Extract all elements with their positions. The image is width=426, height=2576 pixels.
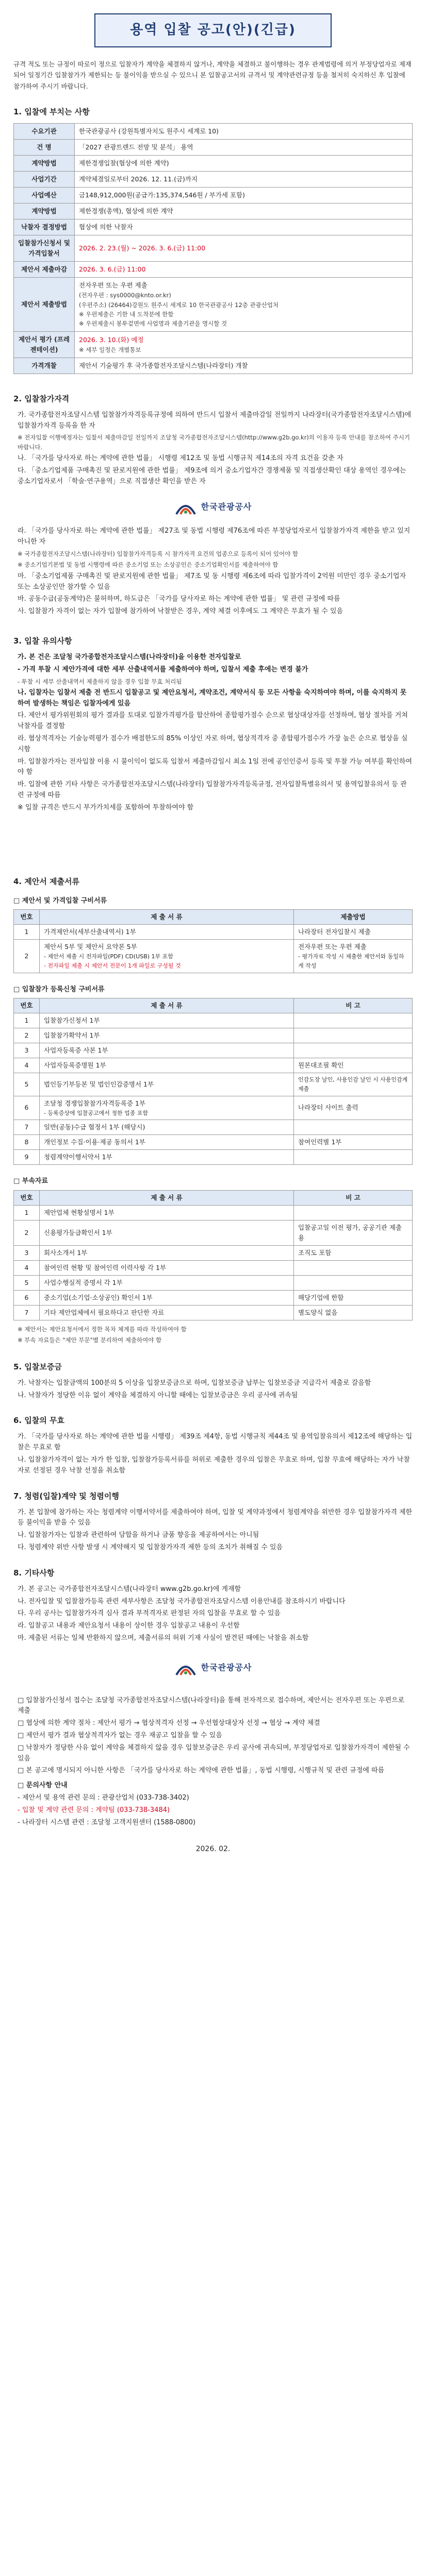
table-row xyxy=(14,156,413,172)
list-item: 나. 「국가를 당사자로 하는 계약에 관한 법률」 시행령 제12조 및 동법 시행규칙 제14조의 자격 요건을 갖춘 자 xyxy=(18,454,343,463)
column-header: 제출방법 xyxy=(294,910,413,925)
intro-paragraph: 규격 적도 또는 규정이 따로이 정으로 입찰자가 계약을 체결하지 않거나, 계약을 체결하고 불이행하는 경우 관계법령에 의거 부정당업자로 제재되어 일정기간 입찰참가가 제한되는 등 불이익을 받으실 수 있으니 본 입찰공고서의 규격서 및 계약관련규정 등을 철저히 숙지하신 후 입찰에 참가하여 주시기 바랍니다. xyxy=(13,60,412,91)
list-item: □ 입찰참가신청서 접수는 조달청 국가종합전자조달시스템(나라장터)을 통해 전자적으로 접수하며, 제안서는 전자우편 또는 우편으로 제출 xyxy=(18,1696,405,1715)
table-row xyxy=(14,1276,413,1291)
overview-value: 한국관광공사 (강원특별자치도 원주시 세계로 10) xyxy=(75,124,413,140)
overview-key: 제안서 평가 (프레젠테이션) xyxy=(14,331,75,358)
row-doc xyxy=(40,1096,294,1120)
section-6-heading: 6. 입찰의 무효 xyxy=(13,1416,65,1426)
method-detail: - 평가자료 작성 시 제출한 제안서와 동일하게 작성 xyxy=(298,953,404,970)
list-item: - 가격 투찰 시 제안가격에 대한 세부 산출내역서를 제출하여야 하며, 입찰서 제출 후에는 변경 불가 xyxy=(18,665,308,673)
eligibility-list xyxy=(18,410,413,487)
table-row xyxy=(14,140,413,156)
table-row xyxy=(14,1096,413,1120)
overview-key: 가격개찰 xyxy=(14,358,75,374)
table-row xyxy=(14,1058,413,1073)
overview-key: 수요기관 xyxy=(14,124,75,140)
column-header: 제 출 서 류 xyxy=(40,910,294,925)
row-number: 1 xyxy=(14,1013,40,1028)
overview-key: 계약방법 xyxy=(14,204,75,219)
row-number: 2 xyxy=(14,940,40,973)
table-row xyxy=(14,1150,413,1165)
sub-heading: □ 제안서 및 가격입찰 구비서류 xyxy=(13,896,107,905)
section-4-heading: 4. 제안서 제출서류 xyxy=(13,876,80,886)
column-header: 제 출 서 류 xyxy=(40,998,294,1013)
row-note xyxy=(294,1261,413,1276)
list-item: 다. 「중소기업제품 구매촉진 및 판로지원에 관한 법률」 제9조에 의거 중소기업자간 경쟁제품 및 직접생산확인 대상 용역인 경우에는 중소기업자로서 「학술·연구용역」으로 직접생산 확인을 받은 자 xyxy=(18,466,406,485)
doc-title: 조달청 경쟁입찰참가자격등록증 1부 xyxy=(44,1099,146,1107)
list-item: ※ 국가종합전자조달시스템(나라장터) 입찰참가자격등록 시 참가자격 요건의 업종으로 등록이 되어 있어야 함 xyxy=(18,550,298,557)
registration-docs-table xyxy=(13,998,413,1165)
list-item: 라. 입찰공고 내용과 제안요청서 내용이 상이한 경우 입찰공고 내용이 우선함 xyxy=(18,1622,240,1630)
list-item: 마. 「중소기업제품 구매촉진 및 판로지원에 관한 법률」 제7조 및 동 시행령 제6조에 따라 입찰가격이 2억원 미만인 경우 중소기업자 또는 소상공인만 참가할 수 있음 xyxy=(18,572,406,591)
overview-value: 협상에 의한 낙찰자 xyxy=(75,219,413,235)
doc-detail: - 등록증상에 입찰공고에서 정한 업종 포함 xyxy=(44,1109,149,1116)
row-number: 4 xyxy=(14,1261,40,1276)
row-doc: 사업수행실적 증명서 각 1부 xyxy=(40,1276,294,1291)
list-item: 마. 입찰참가자는 전자입찰 이용 시 불이익이 없도록 입찰서 제출마감일시 최소 1일 전에 공인인증서 등록 및 투찰 가능 여부를 확인하여야 함 xyxy=(18,757,412,776)
table-row xyxy=(14,1073,413,1096)
row-doc: 청렴계약이행서약서 1부 xyxy=(40,1150,294,1165)
row-note xyxy=(294,1120,413,1135)
table-row xyxy=(14,1120,413,1135)
list-item: 가. 「국가를 당사자로 하는 계약에 관한 법률 시행령」 제39조 제4항, 동법 시행규칙 제44조 및 용역입찰유의서 제12조에 해당하는 입찰은 무효로 함 xyxy=(18,1433,413,1452)
column-header: 번호 xyxy=(14,998,40,1013)
overview-value xyxy=(75,278,413,332)
doc-detail: - 전자파일 제출 시 제안서 전문이 1개 파일로 구성될 것 xyxy=(44,962,181,970)
row-note: 입찰공고일 이전 평가, 공공기관 제출용 xyxy=(294,1221,413,1246)
submission-address: (우편주소) (26464)강원도 원주시 세계로 10 한국관광공사 12층 관광산업처 xyxy=(79,301,279,309)
row-doc: 사업자등록증명원 1부 xyxy=(40,1058,294,1073)
list-item: ※ 부속 자료들은 "제안 부문"별 분리하여 제출하여야 함 xyxy=(18,1336,162,1344)
table-header-row xyxy=(14,998,413,1013)
closing-notes xyxy=(18,1696,413,1828)
table-row xyxy=(14,235,413,262)
table-header-row xyxy=(14,910,413,925)
table-row xyxy=(14,1043,413,1058)
list-item: 다. 제안서 평가위원회의 평가 결과를 토대로 입찰가격평가를 합산하여 종합평가점수 순으로 협상대상자를 선정하며, 협상 절차를 거쳐 낙찰자를 결정함 xyxy=(18,711,408,731)
row-number: 5 xyxy=(14,1073,40,1096)
contact-item: - 입찰 및 계약 관련 문의 : 계약팀 (033-738-3484) xyxy=(18,1806,170,1814)
table-header-row xyxy=(14,1191,413,1206)
row-doc: 사업자등록증 사본 1부 xyxy=(40,1043,294,1058)
overview-value: 제안서 기술평가 후 국가종합전자조달시스템(나라장터) 개찰 xyxy=(75,358,413,374)
row-note: 원본대조필 확인 xyxy=(294,1058,413,1073)
row-number: 1 xyxy=(14,1206,40,1221)
table-row xyxy=(14,358,413,374)
column-header: 번호 xyxy=(14,910,40,925)
list-item: 가. 본 건은 조달청 국가종합전자조달시스템(나라장터)을 이용한 전자입찰로 xyxy=(18,653,241,661)
evaluation-note: ※ 세부 일정은 개별통보 xyxy=(79,346,141,353)
integrity-list xyxy=(18,1507,413,1553)
row-note: 참여인력별 1부 xyxy=(294,1135,413,1150)
column-header: 제 출 서 류 xyxy=(40,1191,294,1206)
table-row xyxy=(14,1246,413,1261)
overview-key: 제안서 제출방법 xyxy=(14,278,75,332)
logo-block xyxy=(13,497,413,521)
list-item: 라. 「국가를 당사자로 하는 계약에 관한 법률」 제27조 및 동법 시행령 제76조에 따른 부정당업자로서 입찰참가자격 제한을 받고 있지 아니한 자 xyxy=(18,527,411,546)
table-row xyxy=(14,1135,413,1150)
method-title: 전자우편 또는 우편 제출 xyxy=(298,943,367,951)
section-2-heading: 2. 입찰참가자격 xyxy=(13,394,70,403)
row-note xyxy=(294,1043,413,1058)
overview-value: 계약체결일로부터 2026. 12. 11.(금)까지 xyxy=(75,172,413,188)
table-row xyxy=(14,1291,413,1306)
submission-email: (전자우편 : sys0000@knto.or.kr) xyxy=(79,292,171,299)
row-note: 나라장터 사이트 출력 xyxy=(294,1096,413,1120)
row-number: 9 xyxy=(14,1150,40,1165)
row-doc: 개인정보 수집·이용·제공 동의서 1부 xyxy=(40,1135,294,1150)
list-item: ※ 전자입찰 이행예정자는 입찰서 제출마감일 전일까지 조달청 국가종합전자조달시스템(http://www.g2b.go.kr)의 이용자 등록 안내를 참조하여 주시기 바랍니다. xyxy=(18,434,410,451)
table-row xyxy=(14,172,413,188)
row-note xyxy=(294,1150,413,1165)
list-item: 나. 입찰참가자는 입찰과 관련하여 담합을 하거나 금품 향응을 제공하여서는 아니됨 xyxy=(18,1531,259,1539)
docs-notes xyxy=(18,1325,413,1345)
section-8-heading: 8. 기타사항 xyxy=(13,1568,55,1578)
list-item: 사. 입찰참가 자격이 없는 자가 입찰에 참가하여 낙찰받은 경우, 계약 체결 이후에도 그 계약은 무효가 될 수 있음 xyxy=(18,607,343,616)
company-logo xyxy=(174,1657,252,1678)
document-date: 2026. 02. xyxy=(195,1845,231,1854)
proposal-docs-table xyxy=(13,909,413,973)
table-row xyxy=(14,1028,413,1043)
table-row xyxy=(14,278,413,332)
table-row xyxy=(14,1206,413,1221)
row-number: 6 xyxy=(14,1291,40,1306)
overview-key: 사업기간 xyxy=(14,172,75,188)
row-doc: 입찰참가신청서 1부 xyxy=(40,1013,294,1028)
overview-value: 2026. 2. 23.(월) ~ 2026. 3. 6.(금) 11:00 xyxy=(75,235,413,262)
row-doc: 가격제안서(세부산출내역서) 1부 xyxy=(40,925,294,940)
list-item: 마. 제출된 서류는 일체 반환하지 않으며, 제출서류의 허위 기재 사실이 발견된 때에는 낙찰을 취소함 xyxy=(18,1634,309,1642)
list-item: 다. 청렴계약 위반 사항 발생 시 계약해지 및 입찰참가자격 제한 등의 조치가 취해질 수 있음 xyxy=(18,1543,283,1551)
overview-key: 계약방법 xyxy=(14,156,75,172)
row-note xyxy=(294,1028,413,1043)
table-row xyxy=(14,1261,413,1276)
attachments-table xyxy=(13,1190,413,1320)
bond-list xyxy=(18,1378,413,1401)
list-item: 가. 본 공고는 국가종합전자조달시스템(나라장터 www.g2b.go.kr)에 게재함 xyxy=(18,1585,241,1593)
table-row xyxy=(14,204,413,219)
table-row xyxy=(14,188,413,204)
list-item: 나. 입찰자는 입찰서 제출 전 반드시 입찰공고 및 제안요청서, 계약조건, 계약서식 등 모든 사항을 숙지하여야 하며, 이를 숙지하지 못하여 발생하는 책임은 입찰자에게 있음 xyxy=(18,688,407,707)
list-item: ※ 입찰 규격은 반드시 부가가치세를 포함하여 투찰하여야 함 xyxy=(18,803,194,811)
row-number: 7 xyxy=(14,1120,40,1135)
contact-item: - 제안서 및 용역 관련 문의 : 관광산업처 (033-738-3402) xyxy=(18,1793,189,1802)
overview-value: 2026. 3. 6.(금) 11:00 xyxy=(75,262,413,278)
overview-value: 「2027 관광트렌드 전망 및 분석」 용역 xyxy=(75,140,413,156)
column-header: 비 고 xyxy=(294,998,413,1013)
table-row xyxy=(14,1306,413,1320)
sub-heading: □ 입찰참가 등록신청 구비서류 xyxy=(13,985,105,993)
list-item: 나. 낙찰자가 정당한 이유 없이 계약을 체결하지 아니할 때에는 입찰보증금은 우리 공사에 귀속됨 xyxy=(18,1391,298,1399)
table-row xyxy=(14,940,413,973)
row-doc xyxy=(40,940,294,973)
table-row xyxy=(14,1013,413,1028)
row-doc: 회사소개서 1부 xyxy=(40,1246,294,1261)
row-note: 해당기업에 한함 xyxy=(294,1291,413,1306)
row-doc: 신용평가등급확인서 1부 xyxy=(40,1221,294,1246)
row-doc: 제안업체 현황설명서 1부 xyxy=(40,1206,294,1221)
row-number: 7 xyxy=(14,1306,40,1320)
invalid-list xyxy=(18,1432,413,1476)
section-1-heading: 1. 입찰에 부치는 사항 xyxy=(13,107,90,117)
list-item: 가. 국가종합전자조달시스템 입찰참가자격등록규정에 의하여 반드시 입찰서 제출마감일 전일까지 나라장터(국가종합전자조달시스템)에 입찰참가자격 등록을 한 자 xyxy=(18,411,412,430)
list-item: □ 본 공고에 명시되지 아니한 사항은 「국가를 당사자로 하는 계약에 관한 법률」, 동법 시행령, 시행규칙 및 관련 규정에 따름 xyxy=(18,1767,385,1775)
row-note xyxy=(294,1013,413,1028)
company-logo xyxy=(174,497,252,517)
section-3-heading: 3. 입찰 유의사항 xyxy=(13,636,72,646)
list-item: 바. 공동수급(공동계약)은 불허하며, 하도급은 「국가를 당사자로 하는 계약에 관한 법률」 및 관련 규정에 따름 xyxy=(18,595,340,603)
sub-heading: □ 부속자료 xyxy=(13,1177,48,1185)
row-method xyxy=(294,940,413,973)
logo-icon xyxy=(174,497,197,517)
submission-note: ※ 우편제출은 기한 내 도착분에 한함 xyxy=(79,311,174,318)
overview-value xyxy=(75,331,413,358)
row-doc: 일반(공동)수급 협정서 1부 (해당시) xyxy=(40,1120,294,1135)
overview-value: 제한경쟁입찰(협상에 의한 계약) xyxy=(75,156,413,172)
table-row xyxy=(14,124,413,140)
title-banner xyxy=(94,13,332,47)
overview-key: 사업예산 xyxy=(14,188,75,204)
table-row xyxy=(14,331,413,358)
row-doc: 법인등기부등본 및 법인인감증명서 1부 xyxy=(40,1073,294,1096)
misc-list xyxy=(18,1584,413,1644)
row-note: 별도양식 없음 xyxy=(294,1306,413,1320)
overview-table xyxy=(13,123,413,374)
list-item: 바. 입찰에 관한 기타 사항은 국가종합전자조달시스템(나라장터) 입찰참가자격등록규정, 전자입찰특별유의서 및 용역입찰유의서 등 관련 규정에 따름 xyxy=(18,781,407,800)
overview-value: 금148,912,000원(공급가:135,374,546원 / 부가세 포함) xyxy=(75,188,413,204)
row-doc: 기타 제안업체에서 필요하다고 판단한 자료 xyxy=(40,1306,294,1320)
list-item: □ 제안서 평가 결과 협상적격자가 없는 경우 재공고 입찰을 할 수 있음 xyxy=(18,1731,222,1739)
list-item: □ 협상에 의한 계약 절차 : 제안서 평가 → 협상적격자 선정 → 우선협상대상자 선정 → 협상 → 계약 체결 xyxy=(18,1719,320,1727)
row-number: 2 xyxy=(14,1028,40,1043)
column-header: 번호 xyxy=(14,1191,40,1206)
section-5-heading: 5. 입찰보증금 xyxy=(13,1362,62,1371)
logo-text: 한국관광공사 xyxy=(201,1662,252,1672)
row-note: 인감도장 날인, 사용인감 날인 시 사용인감계 제출 xyxy=(294,1073,413,1096)
logo-block xyxy=(13,1657,413,1682)
submission-method: 전자우편 또는 우편 제출 xyxy=(79,281,148,290)
list-item: 가. 본 입찰에 참가하는 자는 청렴계약 이행서약서를 제출하여야 하며, 입찰 및 계약과정에서 청렴계약을 위반한 경우 입찰참가자격 제한 등 불이익을 받을 수 있음 xyxy=(18,1508,413,1527)
row-method: 나라장터 전자입찰시 제출 xyxy=(294,925,413,940)
row-number: 3 xyxy=(14,1043,40,1058)
evaluation-date: 2026. 3. 10.(화) 예정 xyxy=(79,335,144,344)
overview-key: 제안서 제출마감 xyxy=(14,262,75,278)
submission-note: ※ 우편제출시 봉투겉면에 사업명과 제출기관을 명시할 것 xyxy=(79,320,227,328)
list-item: 나. 전자입찰 및 입찰참가등록 관련 세부사항은 조달청 국가종합전자조달시스템 이용안내를 참조하시기 바랍니다 xyxy=(18,1597,346,1605)
row-number: 6 xyxy=(14,1096,40,1120)
row-number: 4 xyxy=(14,1058,40,1073)
list-item: 다. 우리 공사는 입찰참가자격 심사 결과 부적격자로 판정된 자의 입찰을 무효로 할 수 있음 xyxy=(18,1609,281,1618)
list-item: 라. 협상적격자는 기술능력평가 점수가 배점한도의 85% 이상인 자로 하며, 협상적격자 중 종합평가점수가 가장 높은 순으로 협상을 실시함 xyxy=(18,735,408,753)
contact-heading: □ 문의사항 안내 xyxy=(18,1782,68,1790)
overview-key: 입찰참가신청서 및 가격입찰서 xyxy=(14,235,75,262)
column-header: 비 고 xyxy=(294,1191,413,1206)
row-note: 조직도 포함 xyxy=(294,1246,413,1261)
table-row xyxy=(14,262,413,278)
table-row xyxy=(14,219,413,235)
overview-value: 제한경쟁(총액), 협상에 의한 계약 xyxy=(75,204,413,219)
row-number: 5 xyxy=(14,1276,40,1291)
overview-key: 낙찰자 결정방법 xyxy=(14,219,75,235)
caution-list xyxy=(18,652,413,814)
row-number: 8 xyxy=(14,1135,40,1150)
row-number: 2 xyxy=(14,1221,40,1246)
list-item: - 투찰 시 세부 산출내역서 제출하지 않을 경우 입찰 무효 처리됨 xyxy=(18,677,182,685)
logo-icon xyxy=(174,1657,197,1678)
row-number: 3 xyxy=(14,1246,40,1261)
list-item: □ 낙찰자가 정당한 사유 없이 계약을 체결하지 않을 경우 입찰보증금은 우리 공사에 귀속되며, 부정당업자로 입찰참가자격이 제한될 수 있음 xyxy=(18,1743,410,1762)
row-doc: 참여인력 현황 및 참여인력 이력사항 각 1부 xyxy=(40,1261,294,1276)
overview-key: 건 명 xyxy=(14,140,75,156)
row-doc: 중소기업(소기업·소상공인) 확인서 1부 xyxy=(40,1291,294,1306)
row-note xyxy=(294,1206,413,1221)
list-item: 가. 낙찰자는 입찰금액의 100분의 5 이상을 입찰보증금으로 하며, 입찰보증금 납부는 입찰보증금 지급각서 제출로 갈음함 xyxy=(18,1379,371,1387)
table-row xyxy=(14,925,413,940)
section-7-heading: 7. 청렴(입찰)계약 및 청렴이행 xyxy=(13,1491,119,1501)
logo-text: 한국관광공사 xyxy=(201,501,252,512)
row-note xyxy=(294,1276,413,1291)
list-item: 나. 입찰참가자격이 없는 자가 한 입찰, 입찰참가등록서류를 허위로 제출한 경우의 입찰은 무효로 하며, 입찰 무효에 해당하는 자가 낙찰자로 선정된 경우 낙찰 선정을 취소함 xyxy=(18,1455,410,1475)
eligibility-list-more xyxy=(18,526,413,617)
row-number: 1 xyxy=(14,925,40,940)
doc-detail: - 제안서 제출 시 전자파일(PDF) CD(USB) 1부 포함 xyxy=(44,953,173,960)
row-doc: 입찰참가확약서 1부 xyxy=(40,1028,294,1043)
list-item: ※ 중소기업기본법 및 동법 시행령에 따른 중소기업 또는 소상공인은 중소기업확인서를 제출하여야 함 xyxy=(18,561,278,569)
document-title: 용역 입찰 공고(안)(긴급) xyxy=(130,22,296,38)
doc-title: 제안서 5부 및 제안서 요약본 5부 xyxy=(44,943,137,951)
table-row xyxy=(14,1221,413,1246)
contact-item: - 나라장터 시스템 관련 : 조달청 고객지원센터 (1588-0800) xyxy=(18,1818,196,1826)
list-item: ※ 제안서는 제안요청서에서 정한 목차 체계를 따라 작성하여야 함 xyxy=(18,1326,187,1333)
